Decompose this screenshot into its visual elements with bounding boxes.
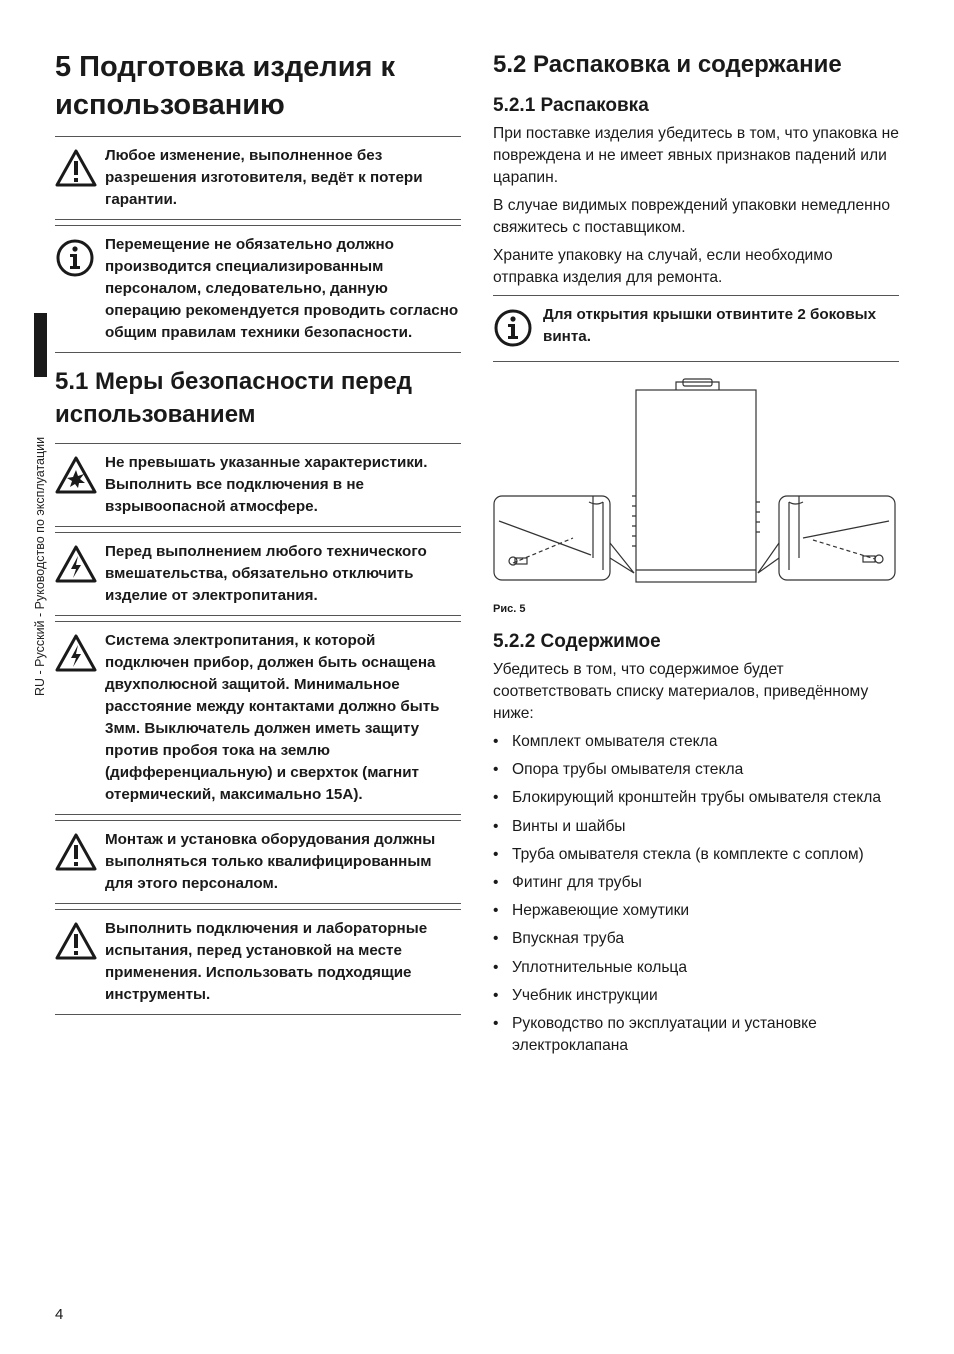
notice-text: Монтаж и установка оборудования должны выполняться только квалифицированным для этого персоналом. (105, 831, 436, 892)
list-item: • Труба омывателя стекла (в комплекте с соплом) (493, 844, 899, 866)
notice-handling (55, 225, 461, 353)
page-number: 4 (55, 1306, 64, 1323)
explosion-icon (55, 456, 97, 494)
info-icon (55, 238, 95, 278)
info-icon (493, 308, 533, 348)
section-title-5-1: 5.1 Меры безопасности перед использованием (55, 368, 412, 428)
notice-lab-tests (55, 909, 461, 1015)
section-title-5-2: 5.2 Распаковка и содержание (493, 51, 842, 78)
notice-power-supply (55, 621, 461, 815)
warning-icon (55, 833, 97, 871)
paragraph: При поставке изделия убедитесь в том, что упаковка не повреждена и не имеет явных признаков падений или царапин. (493, 125, 899, 186)
notice-text: Перед выполнением любого технического вмешательства, обязательно отключить изделие от электропитания. (105, 543, 427, 604)
notice-text: Для открытия крышки отвинтите 2 боковых винта. (543, 306, 877, 345)
contents-list (493, 731, 899, 1057)
warning-icon (55, 149, 97, 187)
notice-text: Перемещение не обязательно должно производится специализированным персоналом, следовательно, данную операцию рекомендуется проводить согласно общим правилам техники безопасности. (105, 236, 459, 341)
list-item: • Опора трубы омывателя стекла (493, 759, 899, 781)
list-item: • Нержавеющие хомутики (493, 900, 899, 922)
left-column (55, 48, 461, 1015)
notice-explosion (55, 443, 461, 527)
list-item: • Комплект омывателя стекла (493, 731, 899, 753)
notice-open-cover (493, 295, 899, 362)
list-item: • Учебник инструкции (493, 985, 899, 1007)
sidebar-text: RU - Русский - Руководство по эксплуатации (33, 436, 47, 696)
subsection-title-contents: 5.2.2 Содержимое (493, 631, 661, 652)
list-item: • Фитинг для трубы (493, 872, 899, 894)
electric-shock-icon (55, 545, 97, 583)
list-item: • Впускная труба (493, 928, 899, 950)
notice-text: Любое изменение, выполненное без разрешения изготовителя, ведёт к потери гарантии. (105, 147, 423, 208)
notice-disconnect (55, 532, 461, 616)
right-column (493, 48, 899, 1063)
warning-icon (55, 922, 97, 960)
electric-shock-icon (55, 634, 97, 672)
notice-text: Выполнить подключения и лабораторные испытания, перед установкой на месте применения. Использовать подходящие инструменты. (105, 920, 428, 1003)
chapter-title: 5 Подготовка изделия к использованию (55, 51, 396, 121)
list-item: • Уплотнительные кольца (493, 957, 899, 979)
notice-warranty (55, 136, 461, 220)
unpacking-figure (493, 378, 899, 583)
contents-intro: Убедитесь в том, что содержимое будет соответствовать списку материалов, приведённому ниже: (493, 661, 869, 722)
paragraph: В случае видимых повреждений упаковки немедленно свяжитесь с поставщиком. (493, 197, 891, 236)
figure-caption: Рис. 5 (493, 603, 526, 615)
notice-text: Не превышать указанные характеристики. Выполнить все подключения в не взрывоопасной атмосфере. (105, 454, 428, 515)
notice-qualified-staff (55, 820, 461, 904)
list-item: • Винты и шайбы (493, 816, 899, 838)
notice-text: Система электропитания, к которой подключен прибор, должен быть оснащена двухполюсной защитой. Минимальное расстояние между контактами должно быть 3мм. Выключатель должен иметь защиту против пробоя тока на землю (дифференциальную) и сверхток (магнит отермический, максимально 15А). (105, 632, 440, 803)
sidebar-marker (34, 313, 47, 377)
list-item: • Блокирующий кронштейн трубы омывателя стекла (493, 787, 899, 809)
paragraph: Храните упаковку на случай, если необходимо отправка изделия для ремонта. (493, 247, 833, 286)
list-item: • Руководство по эксплуатации и установке электроклапана (493, 1013, 899, 1057)
subsection-title-unpacking: 5.2.1 Распаковка (493, 95, 649, 116)
